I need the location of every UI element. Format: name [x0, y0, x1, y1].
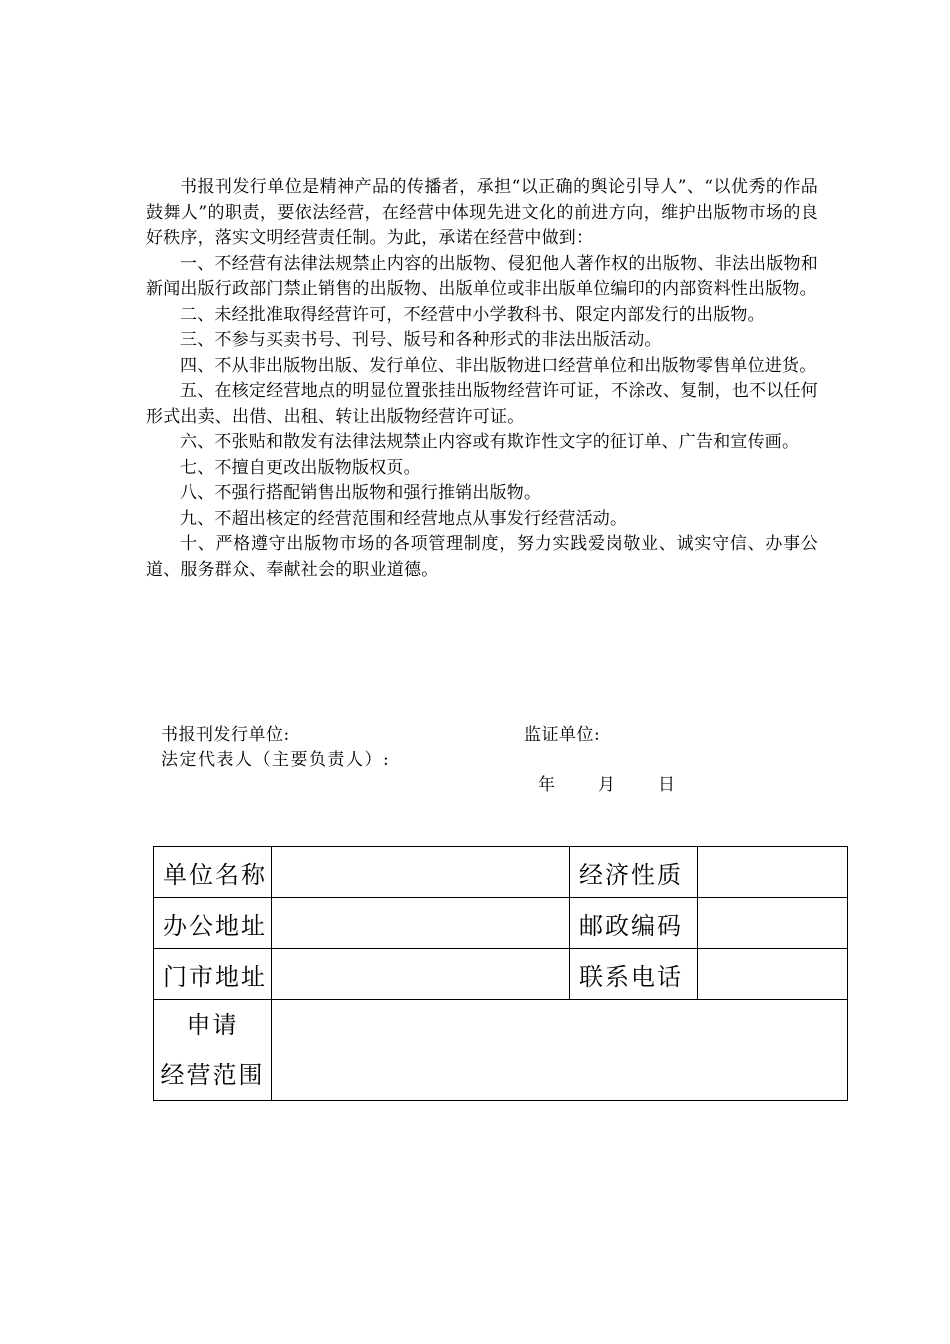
business-scope-label-line2: 经营范围: [160, 1061, 265, 1089]
postal-code-field[interactable]: [698, 898, 848, 949]
pledge-item-6: 六、不张贴和散发有法律法规禁止内容或有欺诈性文字的征订单、广告和宣传画。: [180, 432, 800, 452]
legal-rep-signature-label: 法定代表人（主要负责人）:: [161, 750, 391, 770]
phone-field[interactable]: [698, 949, 848, 1000]
date-year-label: 年: [538, 775, 555, 795]
pledge-item-5: 五、在核定经营地点的明显位置张挂出版物经营许可证，不涂改、复制，也不以任何形式出卖、出借、出租、转让出版物经营许可证。: [146, 381, 818, 427]
pledge-item-4: 四、不从非出版物出版、发行单位、非出版物进口经营单位和出版物零售单位进货。: [180, 355, 817, 376]
registration-table: [153, 846, 848, 1101]
phone-label: 联系电话: [570, 949, 698, 1000]
publisher-signature-label: 书报刊发行单位:: [161, 725, 290, 745]
office-address-label: 办公地址: [154, 898, 272, 949]
postal-code-label: 邮政编码: [570, 898, 698, 949]
pledge-item-7: 七、不擅自更改出版物版权页。: [180, 457, 421, 478]
table-row-office-address: [154, 898, 848, 949]
pledge-item-8: 八、不强行搭配销售出版物和强行推销出版物。: [180, 483, 542, 503]
pledge-item-9: 九、不超出核定的经营范围和经营地点从事发行经营活动。: [180, 508, 628, 529]
date-day-label: 日: [658, 775, 675, 795]
date-month-label: 月: [598, 775, 615, 795]
pledge-item-3: 三、不参与买卖书号、刊号、版号和各种形式的非法出版活动。: [180, 330, 662, 350]
business-scope-label-line1: 申请: [186, 1011, 239, 1039]
business-scope-field[interactable]: [272, 1000, 848, 1101]
pledge-text: [146, 175, 818, 583]
economic-nature-label: 经济性质: [570, 847, 698, 898]
pledge-intro: 书报刊发行单位是精神产品的传播者，承担“以正确的舆论引导人”、“以优秀的作品鼓舞人”的职责，要依法经营，在经营中体现先进文化的前进方向，维护出版物市场的良好秩序，落实文明经营责任制。为此，承诺在经营中做到：: [146, 177, 818, 248]
pledge-item-10: 十、严格遵守出版物市场的各项管理制度，努力实践爱岗敬业、诚实守信、办事公道、服务群众、奉献社会的职业道德。: [146, 534, 818, 580]
unit-name-field[interactable]: [272, 847, 570, 898]
store-address-field[interactable]: [272, 949, 570, 1000]
pledge-item-1: 一、不经营有法律法规禁止内容的出版物、侵犯他人著作权的出版物、非法出版物和新闻出版行政部门禁止销售的出版物、出版单位或非出版单位编印的内部资料性出版物。: [146, 253, 818, 299]
table-row-business-scope: [154, 1000, 848, 1101]
pledge-item-2: 二、未经批准取得经营许可，不经营中小学教科书、限定内部发行的出版物。: [180, 304, 765, 325]
store-address-label: 门市地址: [154, 949, 272, 1000]
signature-date: [538, 773, 675, 798]
unit-name-label: 单位名称: [154, 847, 272, 898]
table-row-store-address: [154, 949, 848, 1000]
office-address-field[interactable]: [272, 898, 570, 949]
table-row-unit-name: [154, 847, 848, 898]
supervisor-signature-label: 监证单位:: [524, 725, 601, 745]
economic-nature-field[interactable]: [698, 847, 848, 898]
business-scope-label: [154, 1000, 272, 1101]
